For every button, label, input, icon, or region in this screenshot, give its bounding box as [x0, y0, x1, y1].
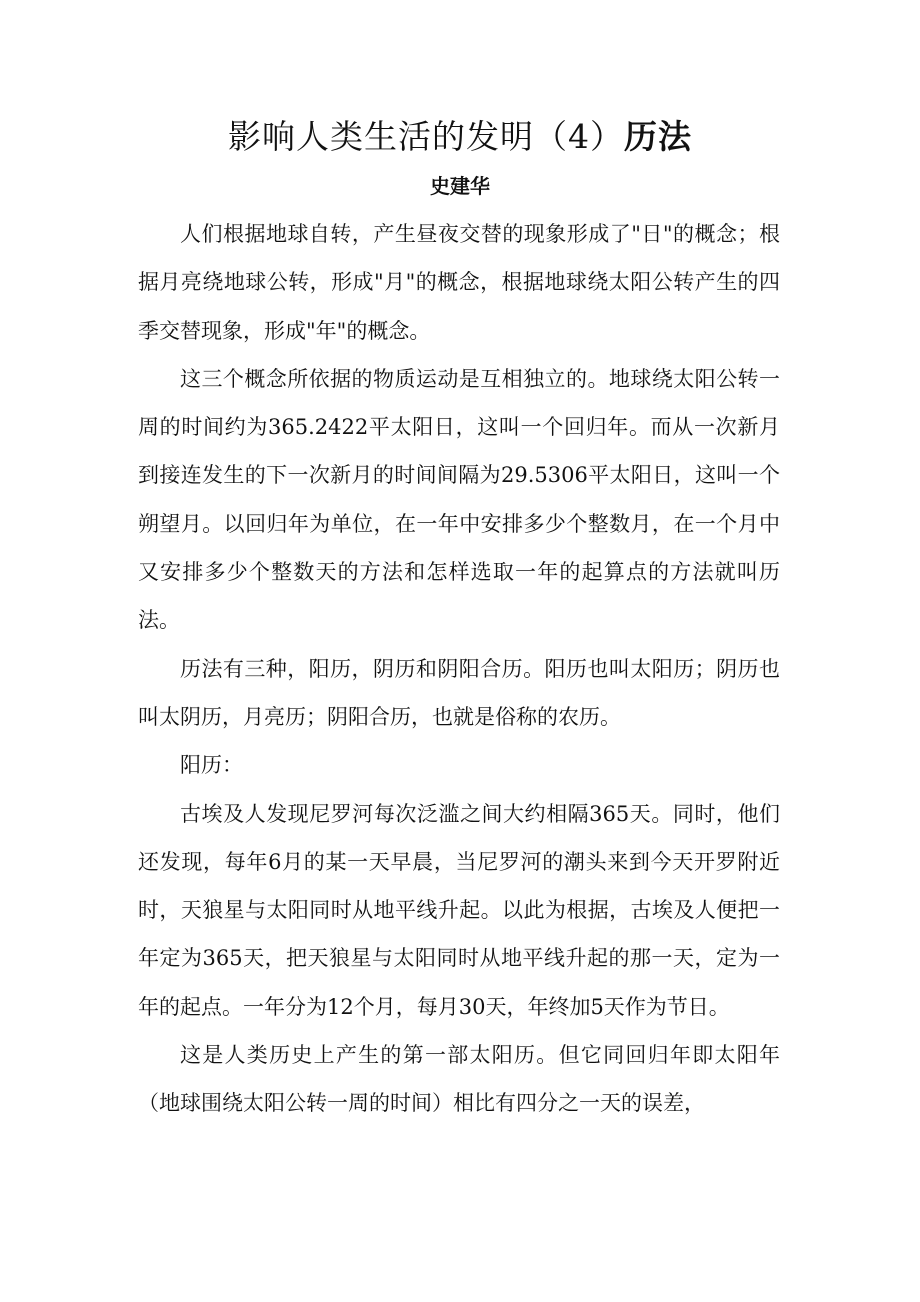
- paragraph-4: 阳历：: [180, 753, 243, 778]
- title-main-text: 影响人类生活的发明（4）: [228, 117, 624, 156]
- paragraph-3: 历法有三种，阳历，阴历和阴阳合历。阳历也叫太阳历；阴历也叫太阴历，月亮历；阴阳合历，也就是俗称的农历。: [138, 656, 780, 729]
- author-name: 史建华: [430, 174, 490, 198]
- title-bold-text: 历法: [624, 117, 692, 156]
- paragraph-2: 这三个概念所依据的物质运动是互相独立的。地球绕太阳公转一周的时间约为365.2422平太阳日，这叫一个回归年。而从一次新月到接连发生的下一次新月的时间间隔为29.5306平太阳日，这叫一个朔望月。以回归年为单位，在一年中安排多少个整数月，在一个月中又安排多少个整数天的方法和怎样选取一年的起算点的方法就叫历法。: [138, 366, 780, 633]
- paragraph-5: 古埃及人发现尼罗河每次泛滥之间大约相隔365天。同时，他们还发现，每年6月的某一天早晨，当尼罗河的潮头来到今天开罗附近时，天狼星与太阳同时从地平线升起。以此为根据，古埃及人便把一年定为365天，把天狼星与太阳同时从地平线升起的那一天，定为一年的起点。一年分为12个月，每月30天，年终加5天作为节日。: [138, 801, 780, 1019]
- document-body: [138, 210, 780, 1128]
- paragraph-1: 人们根据地球自转，产生昼夜交替的现象形成了"日"的概念；根据月亮绕地球公转，形成"月"的概念，根据地球绕太阳公转产生的四季交替现象，形成"年"的概念。: [138, 222, 780, 343]
- paragraph-6: 这是人类历史上产生的第一部太阳历。但它同回归年即太阳年（地球围绕太阳公转一周的时间）相比有四分之一天的误差，: [138, 1043, 780, 1116]
- document-title: [0, 112, 920, 162]
